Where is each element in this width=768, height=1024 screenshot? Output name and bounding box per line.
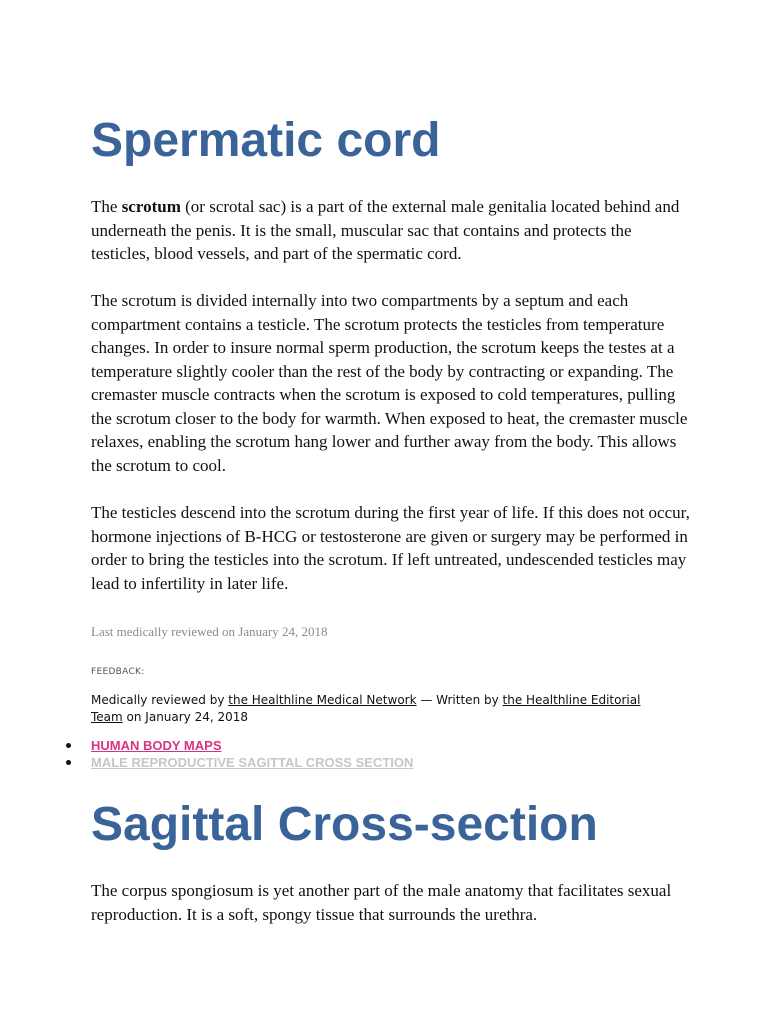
writer-link[interactable]: the Healthline Editorial Team [91,693,641,724]
byline-middle: — Written by [416,693,503,707]
paragraph-scrotum-intro [91,195,691,266]
breadcrumb-item-male-reproductive [91,754,413,771]
section-title-spermatic-cord: Spermatic cord [91,114,441,167]
section-title-sagittal-cross-section: Sagittal Cross-section [91,798,598,851]
feedback-label[interactable]: FEEDBACK: [91,667,145,677]
paragraph-text: (or scrotal sac) is a part of the external male genitalia located behind and underneath the penis. It is the small, muscular sac that contains and protects the testicles, blood vessels, and part of the spermatic cord. [91,197,680,263]
paragraph-corpus-spongiosum: The corpus spongiosum is yet another part of the male anatomy that facilitates sexual reproduction. It is a soft, spongy tissue that surrounds the urethra. [91,881,672,924]
bullet-icon [66,760,71,765]
breadcrumb-link-human-body-maps[interactable]: HUMAN BODY MAPS [91,738,222,753]
reviewer-link[interactable]: the Healthline Medical Network [228,693,417,707]
breadcrumb [91,737,413,771]
byline [91,692,651,726]
breadcrumb-item-human-body-maps [91,737,413,754]
paragraph-testicle-descent: The testicles descend into the scrotum during the first year of life. If this does not occur, hormone injections of B-HCG or testosterone are given or surgery may be performed in order to bring the testicles into the scrotum. If left untreated, undescended testicles may lead to infertility in later life. [91,503,690,593]
byline-prefix: Medically reviewed by [91,693,229,707]
bold-term-scrotum: scrotum [121,197,181,216]
paragraph-text: The [91,197,122,216]
breadcrumb-link-male-reproductive[interactable]: MALE REPRODUCTIVE SAGITTAL CROSS SECTION [91,755,414,770]
last-reviewed-text: Last medically reviewed on January 24, 2018 [91,624,328,639]
paragraph-scrotum-function: The scrotum is divided internally into two compartments by a septum and each compartment contains a testicle. The scrotum protects the testicles from temperature changes. In order to insure normal sperm production, the scrotum keeps the testes at a temperature slightly cooler than the rest of the body by contracting or expanding. The cremaster muscle contracts when the scrotum is exposed to cold temperatures, pulling the scrotum closer to the body for warmth. When exposed to heat, the cremaster muscle relaxes, enabling the scrotum hang lower and further away from the body. This allows the scrotum to cool. [91,291,688,475]
bullet-icon [66,743,71,748]
byline-suffix: on January 24, 2018 [122,710,249,724]
